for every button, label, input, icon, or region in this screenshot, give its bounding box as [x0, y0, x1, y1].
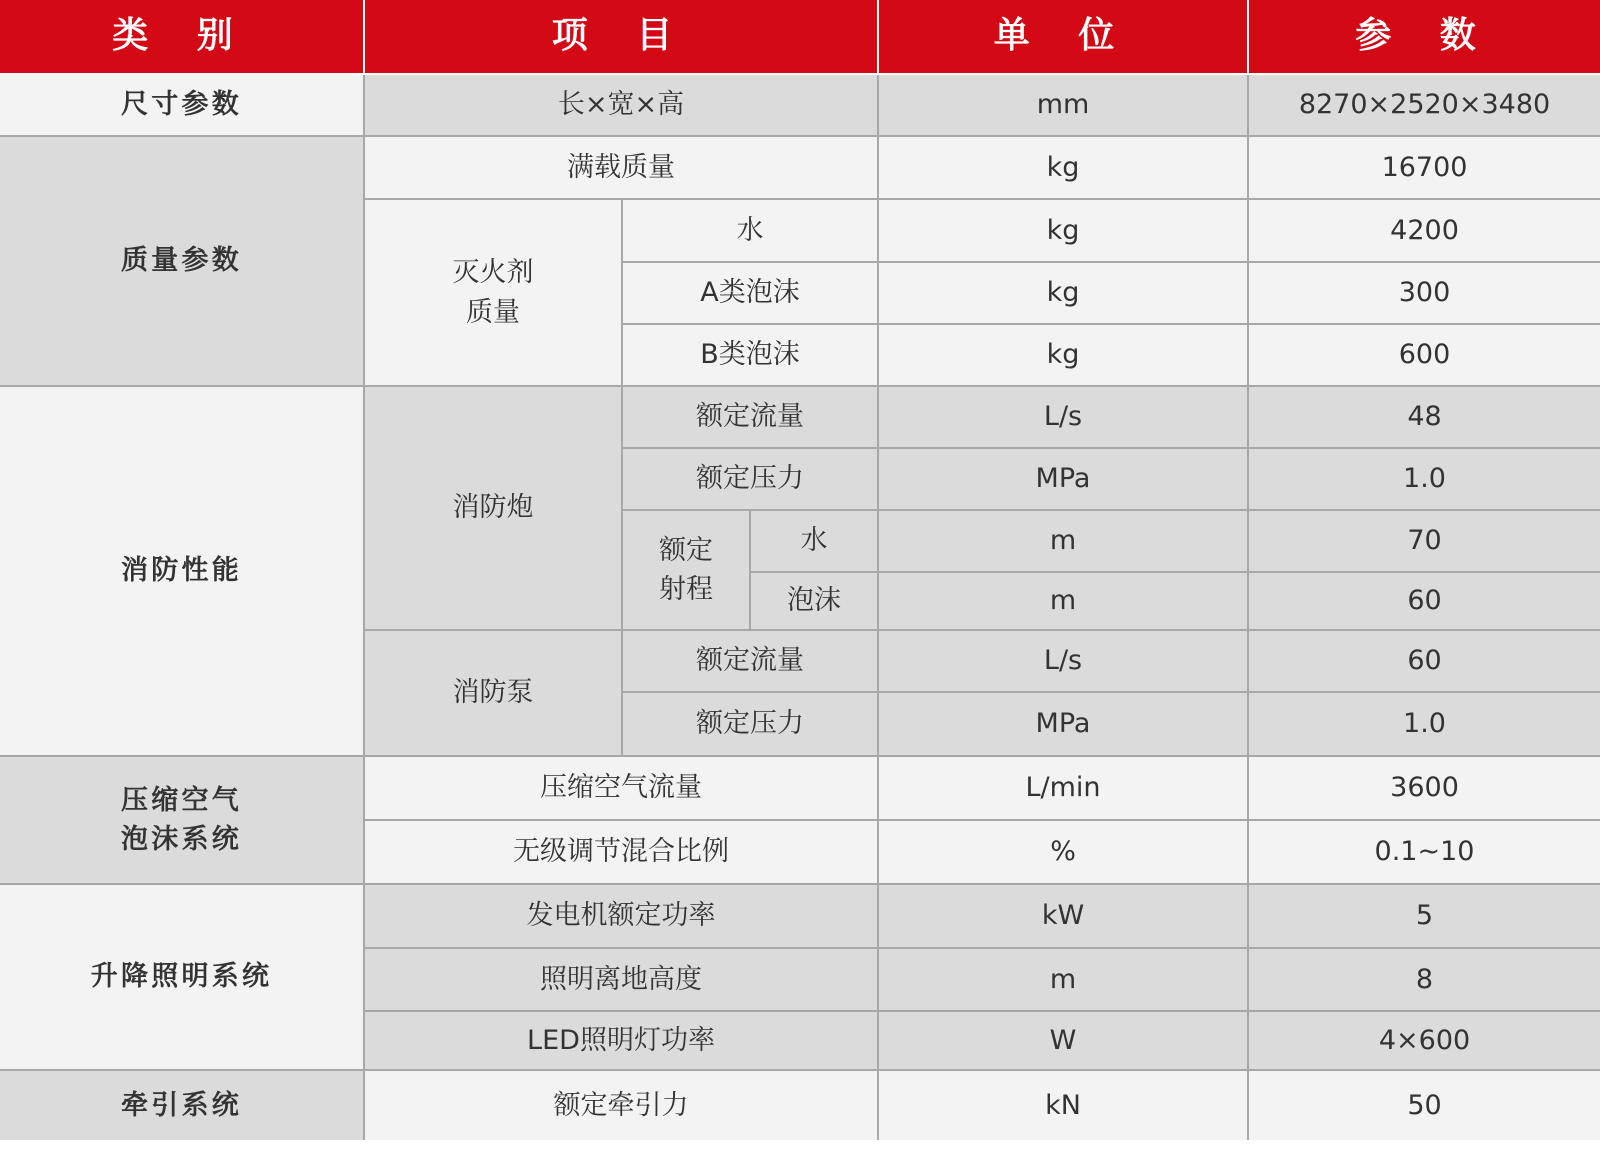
item-cell: 水 [622, 199, 878, 262]
table-row [0, 1070, 1600, 1140]
item-cell: 照明离地高度 [364, 948, 878, 1011]
value-cell: 48 [1248, 386, 1600, 448]
value-cell: 8 [1248, 948, 1600, 1011]
table-row [0, 136, 1600, 199]
category-lighting: 升降照明系统 [0, 884, 364, 1070]
item-cell: LED照明灯功率 [364, 1011, 878, 1070]
unit-cell: L/min [878, 756, 1248, 820]
table-row [0, 756, 1600, 820]
unit-cell: % [878, 820, 1248, 884]
item-cell: 水 [750, 510, 878, 572]
item-cell: 额定压力 [622, 692, 878, 756]
table-row [0, 386, 1600, 448]
unit-cell: m [878, 510, 1248, 572]
value-cell: 1.0 [1248, 692, 1600, 756]
item-cell: B类泡沫 [622, 324, 878, 386]
item-cell: 长×宽×高 [364, 74, 878, 136]
unit-cell: kg [878, 324, 1248, 386]
unit-cell: MPa [878, 692, 1248, 756]
value-cell: 50 [1248, 1070, 1600, 1140]
unit-cell: kW [878, 884, 1248, 948]
item-cell: 无级调节混合比例 [364, 820, 878, 884]
category-dimension: 尺寸参数 [0, 74, 364, 136]
unit-cell: kN [878, 1070, 1248, 1140]
value-cell: 3600 [1248, 756, 1600, 820]
unit-cell: kg [878, 262, 1248, 324]
value-cell: 16700 [1248, 136, 1600, 199]
header-unit: 单 位 [878, 0, 1248, 74]
unit-cell: m [878, 572, 1248, 630]
group-monitor: 消防炮 [364, 386, 622, 630]
value-cell: 1.0 [1248, 448, 1600, 510]
item-cell: A类泡沫 [622, 262, 878, 324]
value-cell: 0.1~10 [1248, 820, 1600, 884]
value-cell: 4200 [1248, 199, 1600, 262]
header-value: 参 数 [1248, 0, 1600, 74]
value-cell: 300 [1248, 262, 1600, 324]
value-cell: 60 [1248, 572, 1600, 630]
unit-cell: L/s [878, 386, 1248, 448]
header-category: 类 别 [0, 0, 364, 74]
unit-cell: kg [878, 199, 1248, 262]
item-cell: 满载质量 [364, 136, 878, 199]
category-cafs: 压缩空气 泡沫系统 [0, 756, 364, 884]
value-cell: 8270×2520×3480 [1248, 74, 1600, 136]
item-cell: 额定流量 [622, 386, 878, 448]
unit-cell: L/s [878, 630, 1248, 692]
value-cell: 70 [1248, 510, 1600, 572]
header-row [0, 0, 1600, 74]
group-pump: 消防泵 [364, 630, 622, 756]
header-item: 项 目 [364, 0, 878, 74]
item-cell: 发电机额定功率 [364, 884, 878, 948]
unit-cell: kg [878, 136, 1248, 199]
item-cell: 泡沫 [750, 572, 878, 630]
category-traction: 牵引系统 [0, 1070, 364, 1140]
group-agent-mass: 灭火剂 质量 [364, 199, 622, 386]
item-cell: 额定压力 [622, 448, 878, 510]
item-cell: 额定流量 [622, 630, 878, 692]
value-cell: 60 [1248, 630, 1600, 692]
category-fire: 消防性能 [0, 386, 364, 756]
value-cell: 600 [1248, 324, 1600, 386]
category-mass: 质量参数 [0, 136, 364, 386]
unit-cell: m [878, 948, 1248, 1011]
unit-cell: MPa [878, 448, 1248, 510]
table-row [0, 74, 1600, 136]
value-cell: 4×600 [1248, 1011, 1600, 1070]
value-cell: 5 [1248, 884, 1600, 948]
group-range: 额定 射程 [622, 510, 750, 630]
unit-cell: mm [878, 74, 1248, 136]
item-cell: 压缩空气流量 [364, 756, 878, 820]
unit-cell: W [878, 1011, 1248, 1070]
table-row [0, 884, 1600, 948]
item-cell: 额定牵引力 [364, 1070, 878, 1140]
